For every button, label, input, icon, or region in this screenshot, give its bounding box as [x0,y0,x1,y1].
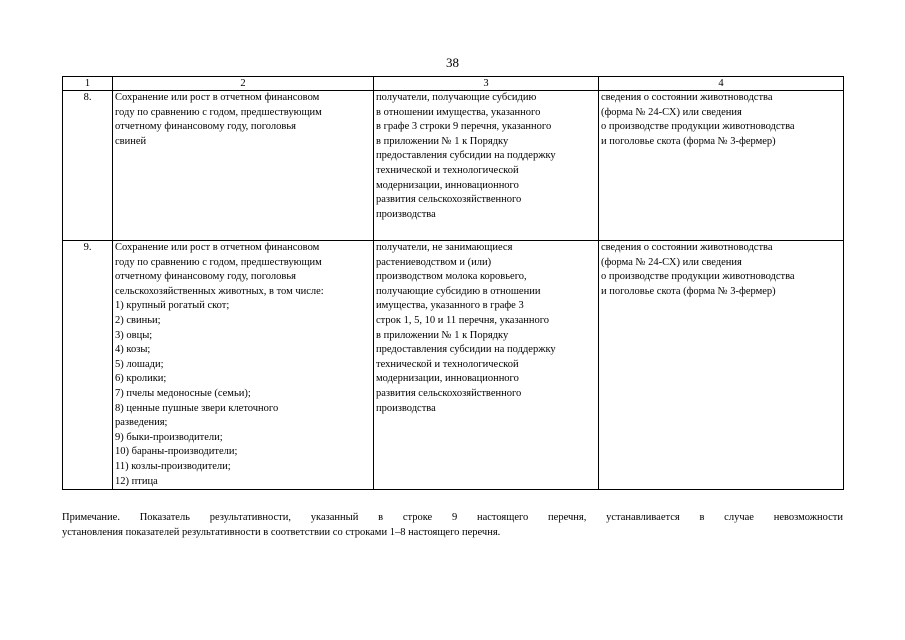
table-row [63,91,844,241]
note-line: Примечание. Показатель результативности, указанный в строке 9 настоящего перечня, устанавливается в случае невозможности [62,512,843,523]
source-cell [599,241,844,490]
cell-line: производством молока коровьего, [376,271,527,283]
cell-line: сведения о состоянии животноводства [601,92,773,103]
cell-line: производства [376,208,436,220]
cell-line: о производстве продукции животноводства [601,121,795,133]
cell-line: 1) крупный рогатый скот; [115,300,230,312]
cell-line: производства [376,402,436,414]
cell-line: отчетному финансовому году, поголовья [115,121,296,133]
cell-line: 8) ценные пушные звери клеточного [115,402,279,414]
cell-line: 12) птица [115,475,158,487]
recipients-cell [374,241,599,490]
cell-line: в приложении № 1 к Порядку [376,329,509,341]
cell-line: 4) козы; [115,344,151,356]
cell-line: 11) козлы-производители; [115,460,231,472]
cell-line: в отношении имущества, указанного [376,106,541,118]
cell-line: в графе 3 строки 9 перечня, указанного [376,121,552,133]
cell-line: (форма № 24-СХ) или сведения [601,106,742,118]
cell-line: растениеводством и (или) [376,256,492,268]
cell-line: 10) бараны-производители; [115,446,238,458]
recipients-cell [374,91,599,241]
cell-line: развития сельскохозяйственного [376,194,522,206]
cell-line: 9) быки-производители; [115,431,223,443]
cell-line: модернизации, инновационного [376,179,519,191]
cell-line: и поголовье скота (форма № 3-фермер) [601,135,776,147]
cell-line: разведения; [115,417,168,429]
column-header-4: 4 [599,77,844,91]
cell-line: сведения о состоянии животноводства [601,242,773,253]
column-header-3: 3 [374,77,599,91]
cell-line: Сохранение или рост в отчетном финансовом [115,242,320,253]
note-line: установления показателей результативности в соответствии со строками 1–8 настоящего перечня. [62,527,501,538]
cell-line: году по сравнению с годом, предшествующим [115,106,322,118]
column-header-1: 1 [63,77,113,91]
cell-line: (форма № 24-СХ) или сведения [601,256,742,268]
column-header-2: 2 [113,77,374,91]
note-paragraph [62,510,843,540]
cell-line: 3) овцы; [115,329,153,341]
cell-line: модернизации, инновационного [376,373,519,385]
cell-line: отчетному финансовому году, поголовья [115,271,296,283]
cell-line: 2) свиньи; [115,314,161,326]
cell-line: получатели, получающие субсидию [376,92,537,103]
row-number: 8. [63,91,113,241]
cell-line: сельскохозяйственных животных, в том числе: [115,285,324,297]
cell-line: развития сельскохозяйственного [376,387,522,399]
cell-line: в приложении № 1 к Порядку [376,135,509,147]
table-row [63,241,844,490]
cell-line: технической и технологической [376,358,519,370]
cell-line: и поголовье скота (форма № 3-фермер) [601,285,776,297]
cell-line: Сохранение или рост в отчетном финансовом [115,92,320,103]
cell-line: свиней [115,135,147,147]
perechen-table [62,76,844,490]
header-row [63,77,844,91]
cell-line: 5) лошади; [115,358,164,370]
cell-line: получатели, не занимающиеся [376,242,513,253]
cell-line: о производстве продукции животноводства [601,271,795,283]
indicator-cell [113,241,374,490]
cell-line: 6) кролики; [115,373,167,385]
cell-line: имущества, указанного в графе 3 [376,300,524,312]
page-number: 38 [446,55,459,70]
cell-line: предоставления субсидии на поддержку [376,150,556,162]
row-number: 9. [63,241,113,490]
indicator-cell [113,91,374,241]
cell-line: 7) пчелы медоносные (семьи); [115,387,251,399]
cell-line: строк 1, 5, 10 и 11 перечня, указанного [376,314,550,326]
cell-line: технической и технологической [376,164,519,176]
cell-line: получающие субсидию в отношении [376,285,541,297]
cell-line: предоставления субсидии на поддержку [376,344,556,356]
source-cell [599,91,844,241]
cell-line: году по сравнению с годом, предшествующим [115,256,322,268]
